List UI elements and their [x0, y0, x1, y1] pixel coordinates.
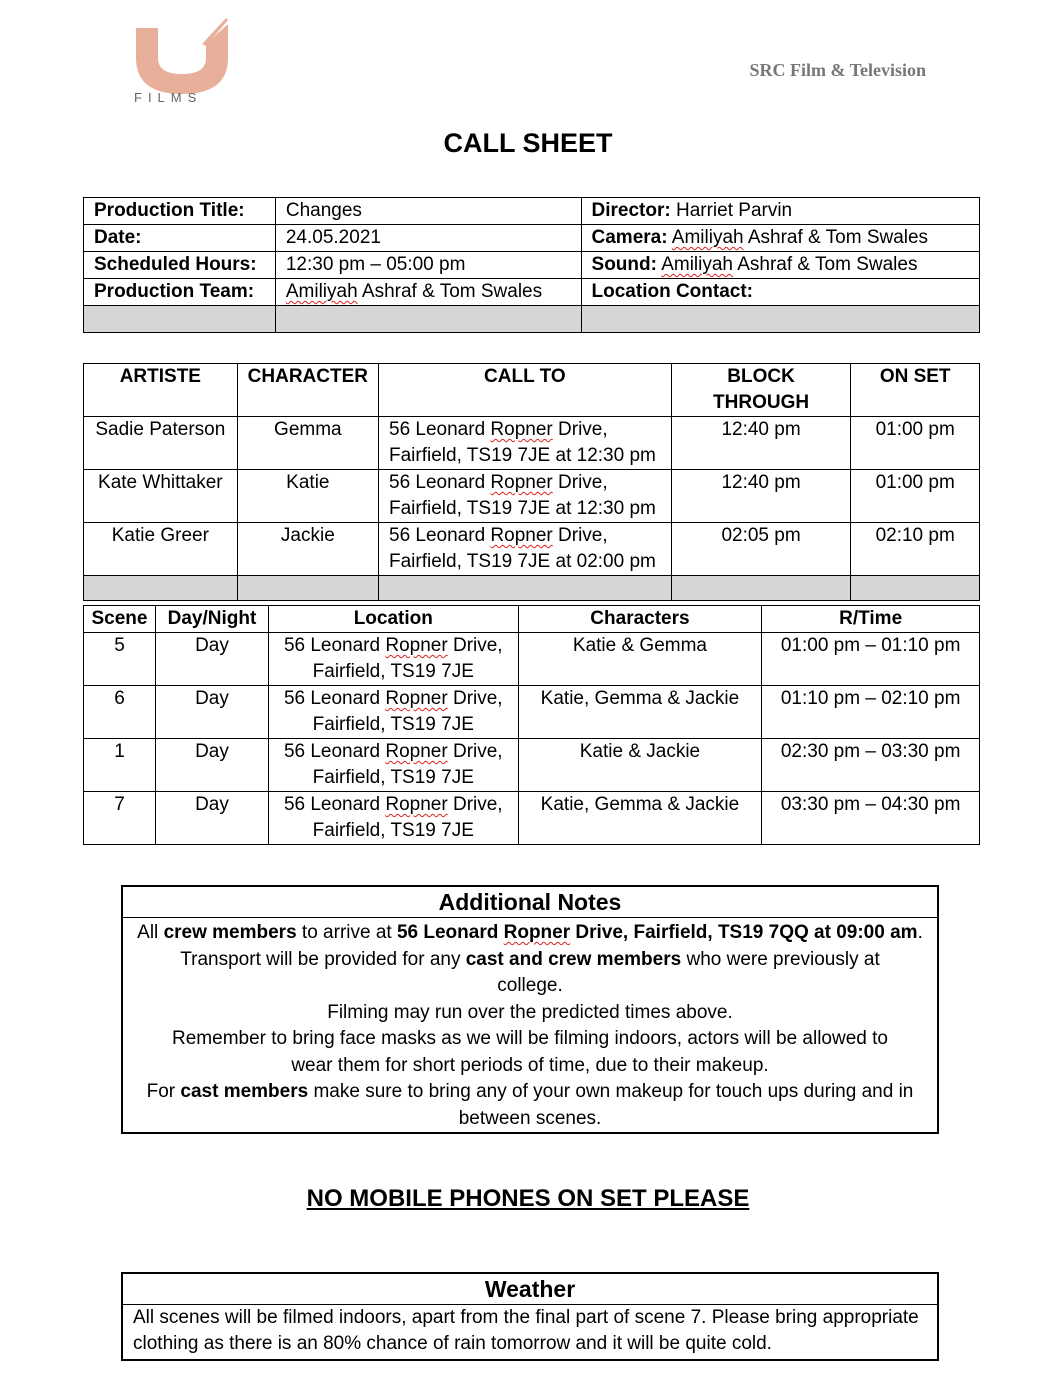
table-row	[84, 739, 980, 792]
location-cell: 56 Leonard Ropner Drive, Fairfield, TS19 7JE	[268, 739, 518, 792]
table-header-row	[84, 606, 980, 633]
characters-cell: Katie & Gemma	[518, 633, 762, 686]
note-line: All crew members to arrive at 56 Leonard Ropner Drive, Fairfield, TS19 7QQ at 09:00 am.	[137, 922, 923, 943]
logo-text: FILMS	[134, 90, 203, 105]
column-header: BLOCK THROUGH	[671, 364, 851, 417]
call-to-cell: 56 Leonard Ropner Drive, Fairfield, TS19 7JE at 02:00 pm	[379, 523, 672, 576]
director-cell: Director: Harriet Parvin	[581, 198, 979, 225]
table-row	[84, 417, 980, 470]
weather-text: All scenes will be filmed indoors, apart from the final part of scene 7. Please bring appropriate clothing as there is an 80% chance of rain tomorrow and it will be quite cold.	[133, 1307, 919, 1354]
table-row	[84, 198, 980, 225]
artiste-cell: Sadie Paterson	[84, 417, 238, 470]
scene-cell: 1	[84, 739, 156, 792]
note-line: For cast members make sure to bring any of your own makeup for touch ups during and in between scenes.	[146, 1081, 914, 1129]
run-time-cell: 02:30 pm – 03:30 pm	[762, 739, 980, 792]
company-name: SRC Film & Television	[749, 60, 926, 80]
location-contact-cell: Location Contact:	[581, 279, 979, 306]
note-line: Filming may run over the predicted times above.	[327, 1001, 733, 1023]
characters-cell: Katie, Gemma & Jackie	[518, 792, 762, 845]
scheduled-hours-value: 12:30 pm – 05:00 pm	[275, 252, 581, 279]
character-cell: Katie	[237, 470, 378, 523]
location-cell: 56 Leonard Ropner Drive, Fairfield, TS19 7JE	[268, 792, 518, 845]
character-cell: Gemma	[237, 417, 378, 470]
block-through-cell: 12:40 pm	[671, 470, 851, 523]
cast-table	[83, 363, 980, 601]
column-header: Characters	[518, 606, 762, 633]
location-cell: 56 Leonard Ropner Drive, Fairfield, TS19 7JE	[268, 633, 518, 686]
note-line: Transport will be provided for any cast and crew members who were previously at college.	[180, 948, 880, 996]
location-cell: 56 Leonard Ropner Drive, Fairfield, TS19 7JE	[268, 686, 518, 739]
run-time-cell: 01:00 pm – 01:10 pm	[762, 633, 980, 686]
production-info-table	[83, 197, 980, 333]
production-title-value: Changes	[275, 198, 581, 225]
camera-cell: Camera: Amiliyah Ashraf & Tom Swales	[581, 225, 979, 252]
table-row	[84, 225, 980, 252]
column-header: CALL TO	[379, 364, 672, 417]
scene-cell: 7	[84, 792, 156, 845]
characters-cell: Katie & Jackie	[518, 739, 762, 792]
run-time-cell: 01:10 pm – 02:10 pm	[762, 686, 980, 739]
call-to-cell: 56 Leonard Ropner Drive, Fairfield, TS19 7JE at 12:30 pm	[379, 417, 672, 470]
column-header: ON SET	[851, 364, 980, 417]
production-title-label: Production Title:	[84, 198, 276, 225]
column-header: Scene	[84, 606, 156, 633]
column-header: Day/Night	[155, 606, 268, 633]
day-night-cell: Day	[155, 792, 268, 845]
table-row	[84, 252, 980, 279]
character-cell: Jackie	[237, 523, 378, 576]
column-header: ARTISTE	[84, 364, 238, 417]
table-row	[84, 792, 980, 845]
production-team-label: Production Team:	[84, 279, 276, 306]
table-row	[84, 633, 980, 686]
block-through-cell: 12:40 pm	[671, 417, 851, 470]
day-night-cell: Day	[155, 739, 268, 792]
table-row	[84, 470, 980, 523]
table-row	[84, 523, 980, 576]
no-phones-warning: NO MOBILE PHONES ON SET PLEASE	[306, 1185, 750, 1212]
additional-notes-box	[121, 885, 939, 1134]
table-row	[84, 686, 980, 739]
on-set-cell: 01:00 pm	[851, 470, 980, 523]
day-night-cell: Day	[155, 686, 268, 739]
column-header: R/Time	[762, 606, 980, 633]
on-set-cell: 01:00 pm	[851, 417, 980, 470]
weather-title: Weather	[123, 1274, 937, 1305]
table-header-row	[84, 364, 980, 417]
scene-cell: 6	[84, 686, 156, 739]
blank-row	[84, 576, 980, 601]
column-header: Location	[268, 606, 518, 633]
artiste-cell: Kate Whittaker	[84, 470, 238, 523]
run-time-cell: 03:30 pm – 04:30 pm	[762, 792, 980, 845]
date-value: 24.05.2021	[275, 225, 581, 252]
characters-cell: Katie, Gemma & Jackie	[518, 686, 762, 739]
note-line: Remember to bring face masks as we will be filming indoors, actors will be allowed to wear them for short periods of time, due to their makeup.	[172, 1028, 888, 1076]
scene-cell: 5	[84, 633, 156, 686]
notes-body	[123, 918, 937, 1132]
call-to-cell: 56 Leonard Ropner Drive, Fairfield, TS19 7JE at 12:30 pm	[379, 470, 672, 523]
production-team-value: Amiliyah Ashraf & Tom Swales	[275, 279, 581, 306]
day-night-cell: Day	[155, 633, 268, 686]
column-header: CHARACTER	[237, 364, 378, 417]
block-through-cell: 02:05 pm	[671, 523, 851, 576]
scheduled-hours-label: Scheduled Hours:	[84, 252, 276, 279]
weather-box	[121, 1272, 939, 1361]
table-row	[84, 279, 980, 306]
date-label: Date:	[84, 225, 276, 252]
notes-title: Additional Notes	[123, 887, 937, 918]
artiste-cell: Katie Greer	[84, 523, 238, 576]
scene-schedule-table	[83, 605, 980, 845]
document-title: CALL SHEET	[443, 128, 613, 158]
on-set-cell: 02:10 pm	[851, 523, 980, 576]
sound-cell: Sound: Amiliyah Ashraf & Tom Swales	[581, 252, 979, 279]
blank-row	[84, 306, 980, 333]
